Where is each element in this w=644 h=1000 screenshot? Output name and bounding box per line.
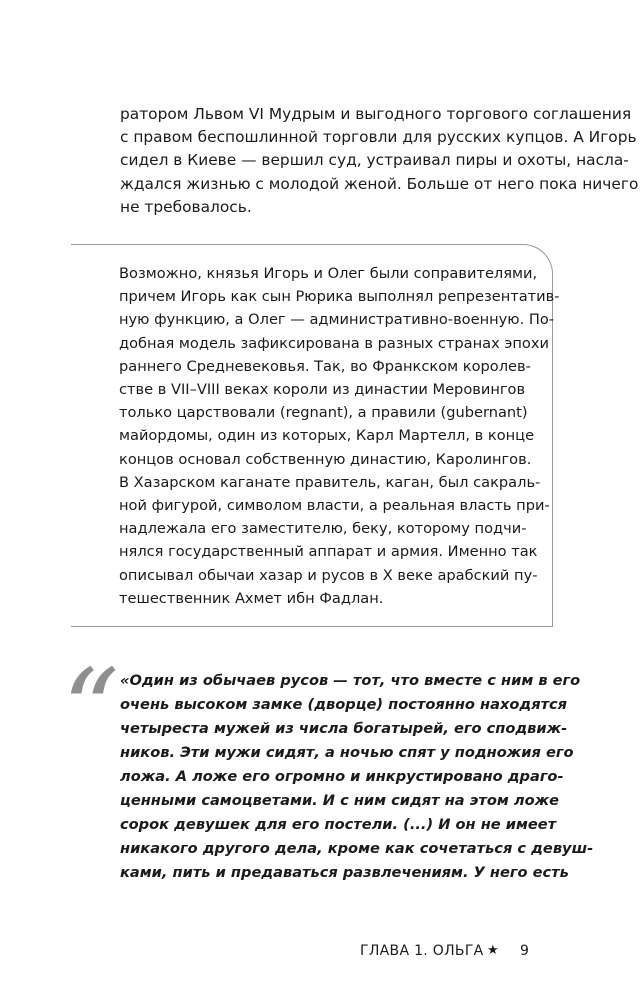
chapter-title: ГЛАВА 1. ОЛЬГА [360,943,484,959]
paragraph-line: с правом беспошлинной торговли для русских купцов. А Игорь [120,128,637,147]
quote-line: ками, пить и предаваться развлечениям. У него есть [120,864,569,881]
sidebar-line: тешественник Ахмет ибн Фадлан. [119,589,384,607]
quote-line: сорок девушек для его постели. (...) И он не имеет [120,816,557,833]
quote-line: четыреста мужей из числа богатырей, его сподвиж- [120,720,568,737]
body-paragraph [120,103,639,219]
quote-line: ников. Эти мужи сидят, а ночью спят у подножия его [120,744,574,761]
sidebar-line: раннего Средневековья. Так, во Франкском королев- [119,357,531,375]
sidebar-line: причем Игорь как сын Рюрика выполнял репрезентатив- [119,288,560,306]
quote-line: никакого другого дела, кроме как сочетаться с девуш- [120,840,594,857]
sidebar-line: описывал обычаи хазар и русов в X веке арабский пу- [119,566,538,584]
sidebar-line: ной фигурой, символом власти, а реальная власть при- [119,497,550,515]
quote-line: «Один из обычаев русов — тот, что вместе с ним в его [120,672,581,689]
paragraph-line: ждался жизнью с молодой женой. Больше от него пока ничего [120,174,639,193]
paragraph-line: не требовалось. [120,197,252,216]
sidebar-line: В Хазарском каганате правитель, каган, был сакраль- [119,473,541,491]
quote-line: очень высоком замке (дворце) постоянно находятся [120,696,568,713]
sidebar-line: добная модель зафиксирована в разных странах эпохи [119,334,549,352]
sidebar-line: майордомы, один из которых, Карл Мартелл, в конце [119,427,535,445]
star-icon: ★ [487,943,499,958]
sidebar-line: концов основал собственную династию, Каролингов. [119,450,532,468]
quote-line: ложа. А ложе его огромно и инкрустировано драго- [120,768,564,785]
block-quote [120,669,594,885]
sidebar-line: Возможно, князья Игорь и Олег были соправителями, [119,265,538,282]
sidebar-line: стве в VII–VIII веках короли из династии Меровингов [119,381,526,399]
running-footer [360,939,540,963]
sidebar-line: ную функцию, а Олег — административно-военную. По- [119,311,555,329]
quote-line: ценными самоцветами. И с ним сидят на этом ложе [120,792,560,809]
sidebar-line: только царствовали (regnant), а правили (gubernant) [119,404,528,422]
sidebar-line: надлежала его заместителю, беку, которому подчи- [119,520,527,538]
quotation-mark-icon: “ [62,646,120,776]
paragraph-line: сидел в Киеве — вершил суд, устраивал пиры и охоты, насла- [120,151,629,170]
paragraph-line: ратором Львом VI Мудрым и выгодного торгового соглашения [120,105,632,123]
sidebar-line: нялся государственный аппарат и армия. Именно так [119,543,538,561]
sidebar-box-text [119,262,560,610]
page-number: 9 [520,943,530,959]
